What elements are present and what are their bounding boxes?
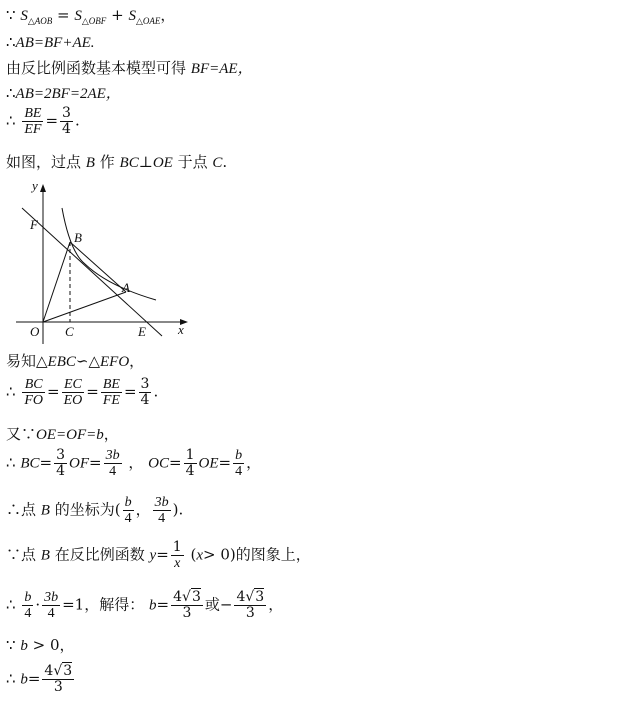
label-f: F [30,217,38,232]
label-e: E [138,324,146,339]
line-ratio-be-ef: ∴ $\frac{BE}{EF}$ = $\frac{3}{4}$ . [6,105,80,137]
line-b-positive: ∵ b > 0， [6,636,75,654]
line-similar-triangles: 易知△EBC∽△EFO， [6,352,145,370]
line-basic-model: 由反比例函数基本模型可得 BF=AE， [6,59,253,77]
line-bc-oc: ∴ BC= $\frac{3}{4}$ OF= $\frac{3b}{4}$ ， OC= $\frac{1}{4}$ OE= $\frac{b}{4}$ ， [6,447,262,479]
label-x: x [178,322,184,337]
line-ratio-chain: ∴ $\frac{BC}{FO}$ = $\frac{EC}{EO}$ = $\frac{BE}{FE}$ = $\frac{3}{4}$ . [6,376,159,408]
label-y: y [32,178,38,193]
line-b-coordinates: ∴点 B 的坐标为( $\frac{b}{4}$ ， $\frac{3b}{4}$ ). [6,495,184,526]
line-ab-sum: ∴AB=BF+AE. [6,33,95,51]
label-o: O [30,324,40,339]
geometry-figure [0,174,200,344]
label-c: C [65,324,74,339]
label-a: A [122,280,130,295]
line-final-answer: ∴ b= $\frac{4√3}{3}$ [6,663,73,695]
line-area-relation: ∵ $S_{\triangle AOB} = S_{\triangle OBF} + S_{\triangle OAE}$， [6,6,176,26]
line-oe-of: 又∵OE=OF=b， [6,425,119,443]
segment-ba [70,242,126,292]
line-on-hyperbola: ∵点 B 在反比例函数 y= $\frac{1}{x}$ (x> 0)的图象上， [6,539,311,571]
hyperbola-curve [62,208,156,300]
label-b: B [74,230,82,245]
segment-oa [43,292,126,322]
y-axis-arrow [40,184,46,192]
segment-ob [43,242,70,322]
line-ab-double: ∴AB=2BF=2AE， [6,84,121,102]
line-solve-b: ∴ $\frac{b}{4}$ · $\frac{3b}{4}$ =1，解得： b= $\frac{4√3}{3}$ 或− $\frac{4√3}{3}$ ， [6,589,284,621]
line-construct-bc: 如图，过点 B 作 BC⊥OE 于点 C. [6,153,228,171]
